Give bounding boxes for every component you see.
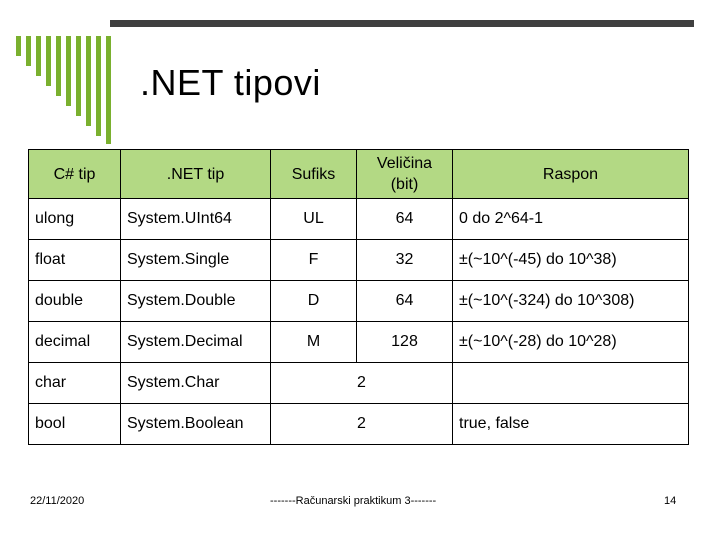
stripe [16, 36, 21, 56]
size-cell: 2 [271, 363, 453, 404]
table-row [29, 404, 689, 445]
size-cell: 2 [271, 404, 453, 445]
table-row [29, 322, 689, 363]
types-table [28, 149, 689, 445]
net-type-cell: System.Char [121, 363, 271, 404]
stripes-decoration [16, 36, 126, 144]
range-cell [453, 363, 689, 404]
size-cell: 128 [357, 322, 453, 363]
stripe [106, 36, 111, 144]
footer-page-number: 14 [664, 495, 677, 507]
top-bar-decoration [110, 20, 694, 27]
suffix-cell: F [271, 240, 357, 281]
stripe [26, 36, 31, 66]
net-type-cell: System.Double [121, 281, 271, 322]
stripe [36, 36, 41, 76]
header-suffix: Sufiks [271, 150, 357, 199]
stripe [46, 36, 51, 86]
footer-course: -------Računarski praktikum 3------- [270, 495, 437, 507]
range-cell: true, false [453, 404, 689, 445]
range-cell: ±(~10^(-28) do 10^28) [453, 322, 689, 363]
cs-type-cell: decimal [29, 322, 121, 363]
range-cell: 0 do 2^64-1 [453, 199, 689, 240]
header-net-type: .NET tip [121, 150, 271, 199]
stripe [76, 36, 81, 116]
net-type-cell: System.Decimal [121, 322, 271, 363]
range-cell: ±(~10^(-324) do 10^308) [453, 281, 689, 322]
size-cell: 64 [357, 281, 453, 322]
net-type-cell: System.UInt64 [121, 199, 271, 240]
stripe [66, 36, 71, 106]
cs-type-cell: float [29, 240, 121, 281]
table-row [29, 240, 689, 281]
slide-title: .NET tipovi [140, 62, 321, 103]
cs-type-cell: bool [29, 404, 121, 445]
size-cell: 32 [357, 240, 453, 281]
net-type-cell: System.Boolean [121, 404, 271, 445]
net-type-cell: System.Single [121, 240, 271, 281]
cs-type-cell: double [29, 281, 121, 322]
range-cell: ±(~10^(-45) do 10^38) [453, 240, 689, 281]
header-size: Veličina (bit) [357, 150, 453, 199]
table-row [29, 363, 689, 404]
header-range: Raspon [453, 150, 689, 199]
suffix-cell: M [271, 322, 357, 363]
cs-type-cell: ulong [29, 199, 121, 240]
stripe [96, 36, 101, 136]
table-row [29, 199, 689, 240]
header-cs-type: C# tip [29, 150, 121, 199]
size-cell: 64 [357, 199, 453, 240]
suffix-cell: UL [271, 199, 357, 240]
table-row [29, 281, 689, 322]
table-header-row [29, 150, 689, 199]
stripe [56, 36, 61, 96]
cs-type-cell: char [29, 363, 121, 404]
stripe [86, 36, 91, 126]
footer-date: 22/11/2020 [30, 495, 85, 507]
suffix-cell: D [271, 281, 357, 322]
